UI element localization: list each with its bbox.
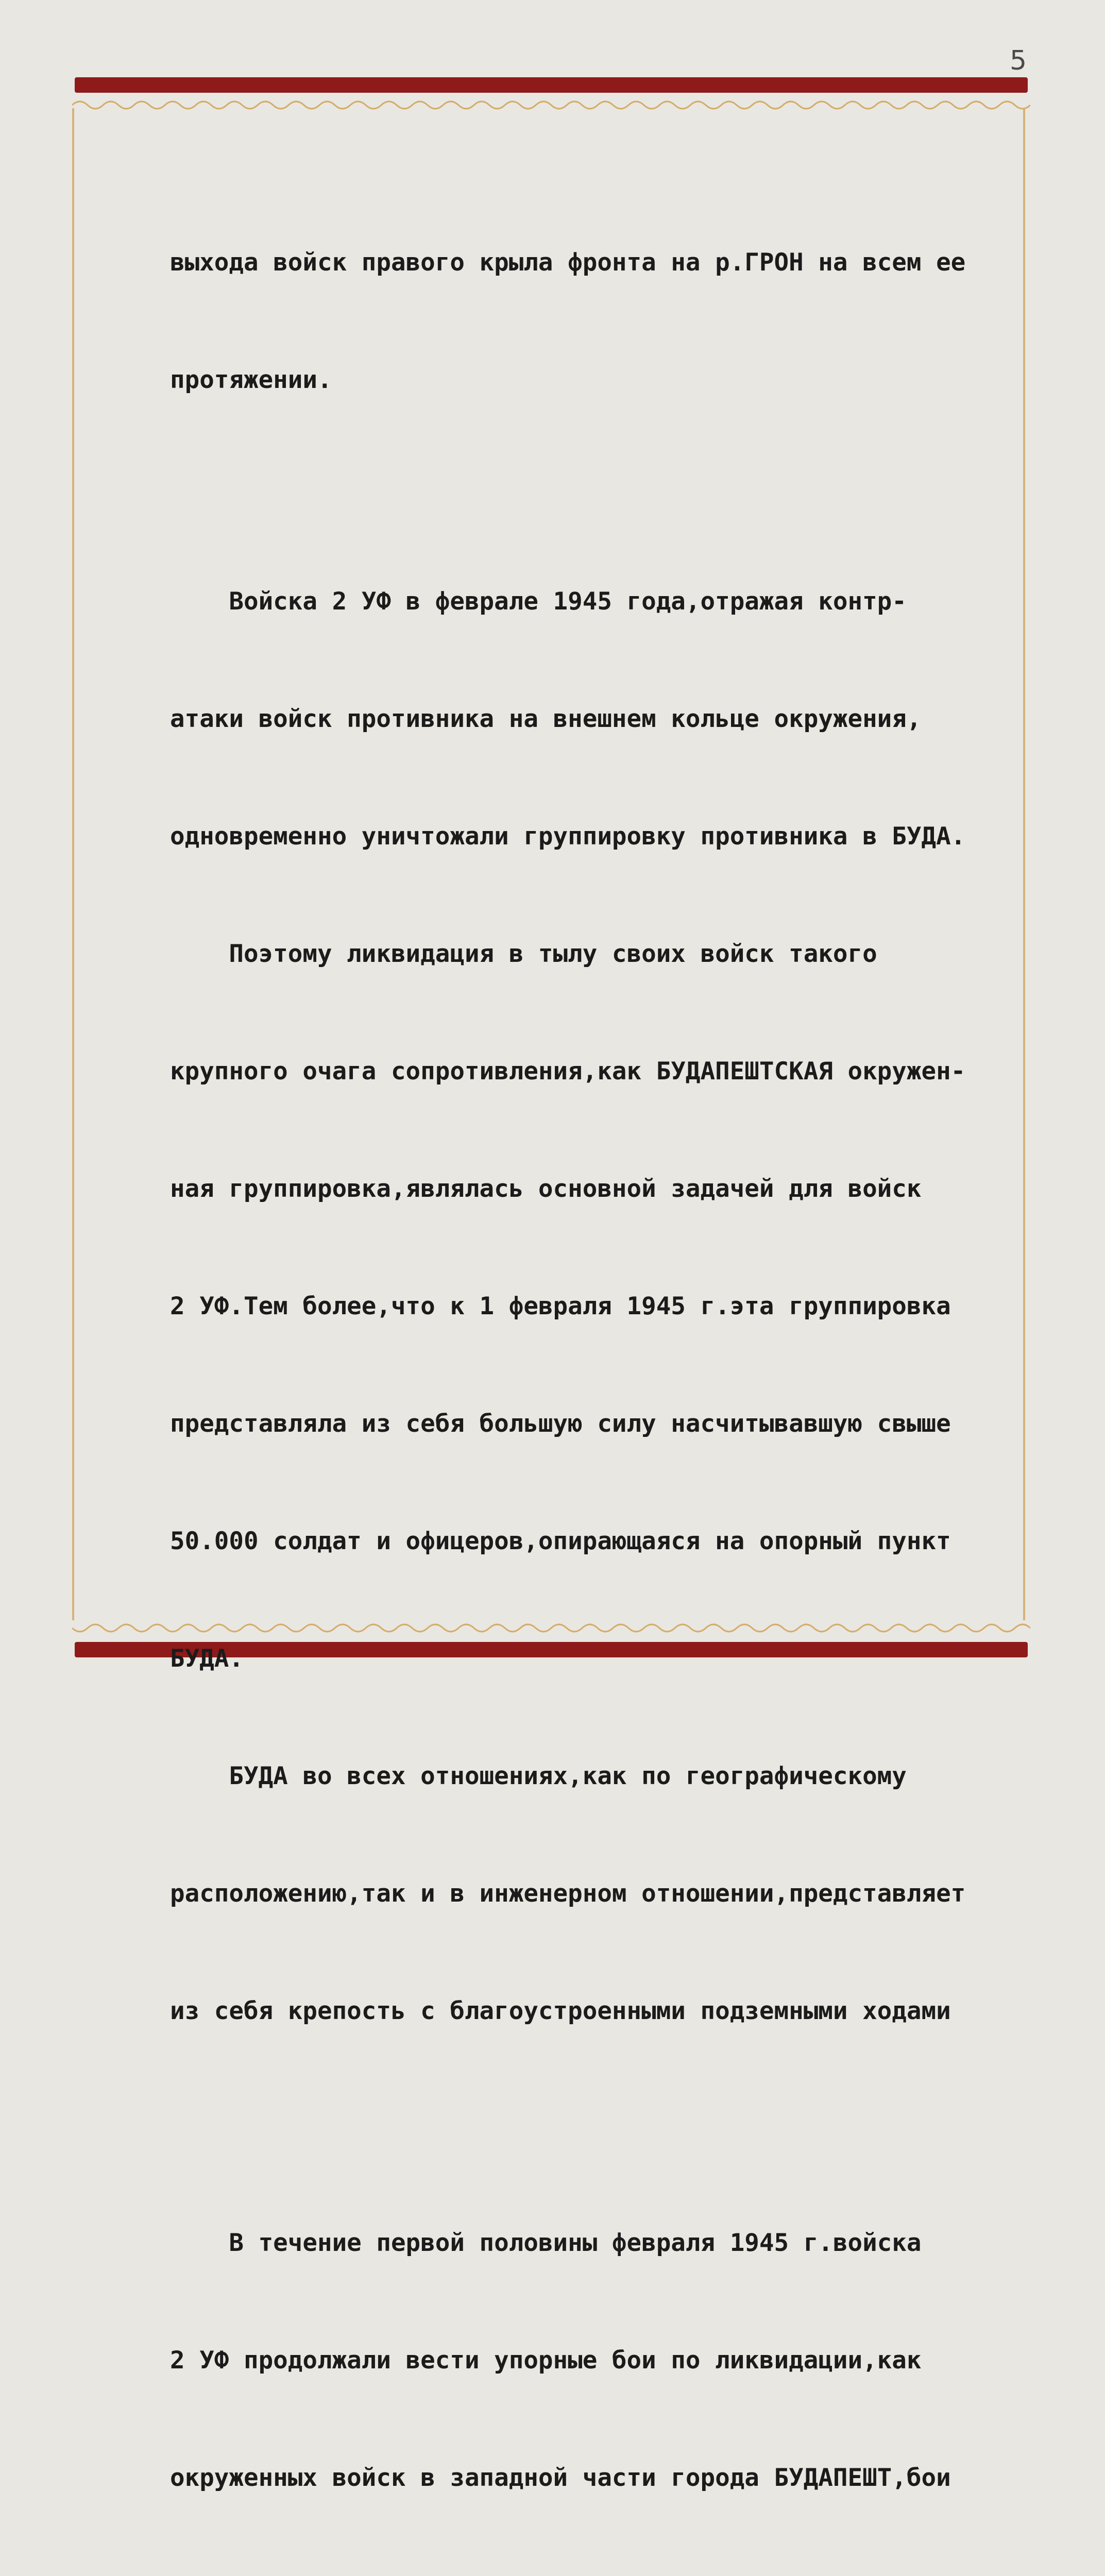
- text-line: окруженных войск в западной части города БУДАПЕШТ,бои: [170, 2464, 951, 2492]
- text-line: протяжении.: [170, 366, 332, 394]
- top-red-border: [75, 77, 1028, 93]
- text-line: ная группировка,являлась основной задачей для войск: [170, 1175, 922, 1203]
- text-line: 50.000 солдат и офицеров,опирающаяся на опорный пункт: [170, 1527, 951, 1555]
- typed-text-body: [170, 165, 1025, 2576]
- page-number: 5: [1010, 45, 1027, 76]
- text-line: представляла из себя большую силу насчитывавшую свыше: [170, 1410, 951, 1438]
- text-line: выхода войск правого крыла фронта на р.ГРОН на всем ее: [170, 248, 966, 277]
- text-line: атаки войск противника на внешнем кольце окружения,: [170, 705, 922, 733]
- text-line: расположению,так и в инженерном отношении,представляет: [170, 1879, 966, 1908]
- text-line: В течение первой половины февраля 1945 г.войска: [170, 2229, 922, 2257]
- text-line: 2 УФ.Тем более,что к 1 февраля 1945 г.эта группировка: [170, 1292, 951, 1320]
- text-line: 2 УФ продолжали вести упорные бои по ликвидации,как: [170, 2346, 922, 2375]
- text-line: Поэтому ликвидация в тылу своих войск такого: [170, 940, 877, 968]
- text-line: из себя крепость с благоустроенными подземными ходами: [170, 1997, 951, 2025]
- text-line: одновременно уничтожали группировку противника в БУДА.: [170, 822, 966, 851]
- text-line: БУДА.: [170, 1645, 244, 1673]
- text-line: БУДА во всех отношениях,как по географическому: [170, 1762, 907, 1790]
- text-line: крупного очага сопротивления,как БУДАПЕШТСКАЯ окружен-: [170, 1057, 966, 1086]
- text-line: Войска 2 УФ в феврале 1945 года,отражая контр-: [170, 587, 907, 616]
